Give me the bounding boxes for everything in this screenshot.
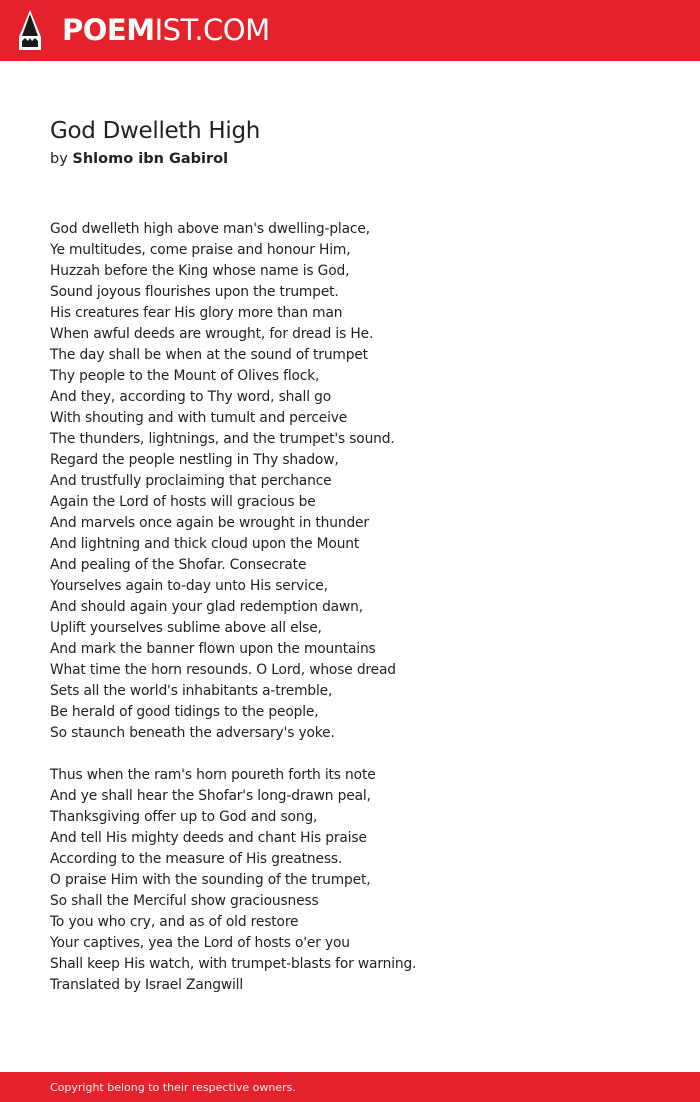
brand-light-text: IST.COM <box>154 13 270 47</box>
poem-line: Huzzah before the King whose name is God, <box>50 263 350 279</box>
poem-line: Thus when the ram's horn poureth forth its note <box>50 767 376 783</box>
poem-line: So staunch beneath the adversary's yoke. <box>50 725 335 741</box>
site-header <box>0 0 700 61</box>
poem-line: O praise Him with the sounding of the trumpet, <box>50 872 371 888</box>
poem-line: The thunders, lightnings, and the trumpet's sound. <box>50 431 395 447</box>
poem-line: According to the measure of His greatness. <box>50 851 343 867</box>
pen-nib-icon <box>18 10 42 51</box>
poem-byline <box>50 149 650 169</box>
author-name: Shlomo ibn Gabirol <box>72 151 229 167</box>
poem-line: Your captives, yea the Lord of hosts o'er you <box>50 935 350 951</box>
poem-line: And should again your glad redemption dawn, <box>50 599 363 615</box>
brand-bold-text: POEM <box>62 13 155 47</box>
poem-line: Thy people to the Mount of Olives flock, <box>50 368 320 384</box>
poem-line: And pealing of the Shofar. Consecrate <box>50 557 307 573</box>
poem-line: And ye shall hear the Shofar's long-drawn peal, <box>50 788 371 804</box>
poem-line: God dwelleth high above man's dwelling-place, <box>50 221 370 237</box>
byline-prefix: by <box>50 151 68 167</box>
poem-line: Ye multitudes, come praise and honour Him, <box>50 242 351 258</box>
poem-line: So shall the Merciful show graciousness <box>50 893 319 909</box>
poem-line: Again the Lord of hosts will gracious be <box>50 494 316 510</box>
poem-title: God Dwelleth High <box>50 118 261 144</box>
site-footer <box>0 1072 700 1102</box>
poem-line: Yourselves again to-day unto His service, <box>50 578 328 594</box>
poem-line: To you who cry, and as of old restore <box>50 914 299 930</box>
poem-line: And marvels once again be wrought in thunder <box>50 515 369 531</box>
poem-line: Sound joyous flourishes upon the trumpet. <box>50 284 339 300</box>
poem-line: Shall keep His watch, with trumpet-blasts for warning. <box>50 956 417 972</box>
poem-line: Thanksgiving offer up to God and song, <box>50 809 318 825</box>
poem-line: Sets all the world's inhabitants a-tremble, <box>50 683 333 699</box>
copyright-text: Copyright belong to their respective owners. <box>50 1081 296 1094</box>
poem-line: Translated by Israel Zangwill <box>50 977 244 993</box>
poem-line: What time the horn resounds. O Lord, whose dread <box>50 662 396 678</box>
poem-line: Uplift yourselves sublime above all else, <box>50 620 322 636</box>
poem-line: The day shall be when at the sound of trumpet <box>50 347 368 363</box>
poem-line: And trustfully proclaiming that perchance <box>50 473 332 489</box>
poem-line: With shouting and with tumult and perceive <box>50 410 348 426</box>
poem-line: And lightning and thick cloud upon the Mount <box>50 536 360 552</box>
poem-stanza <box>50 219 650 744</box>
poem-content <box>50 113 650 996</box>
poem-line: And they, according to Thy word, shall go <box>50 389 332 405</box>
poem-body <box>50 219 650 996</box>
poem-line: His creatures fear His glory more than man <box>50 305 343 321</box>
poem-line: Regard the people nestling in Thy shadow, <box>50 452 339 468</box>
poem-line: And tell His mighty deeds and chant His praise <box>50 830 367 846</box>
poem-stanza <box>50 765 650 996</box>
poem-line: Be herald of good tidings to the people, <box>50 704 319 720</box>
site-logo[interactable] <box>62 11 270 49</box>
poem-line: When awful deeds are wrought, for dread is He. <box>50 326 374 342</box>
poem-line: And mark the banner flown upon the mountains <box>50 641 376 657</box>
